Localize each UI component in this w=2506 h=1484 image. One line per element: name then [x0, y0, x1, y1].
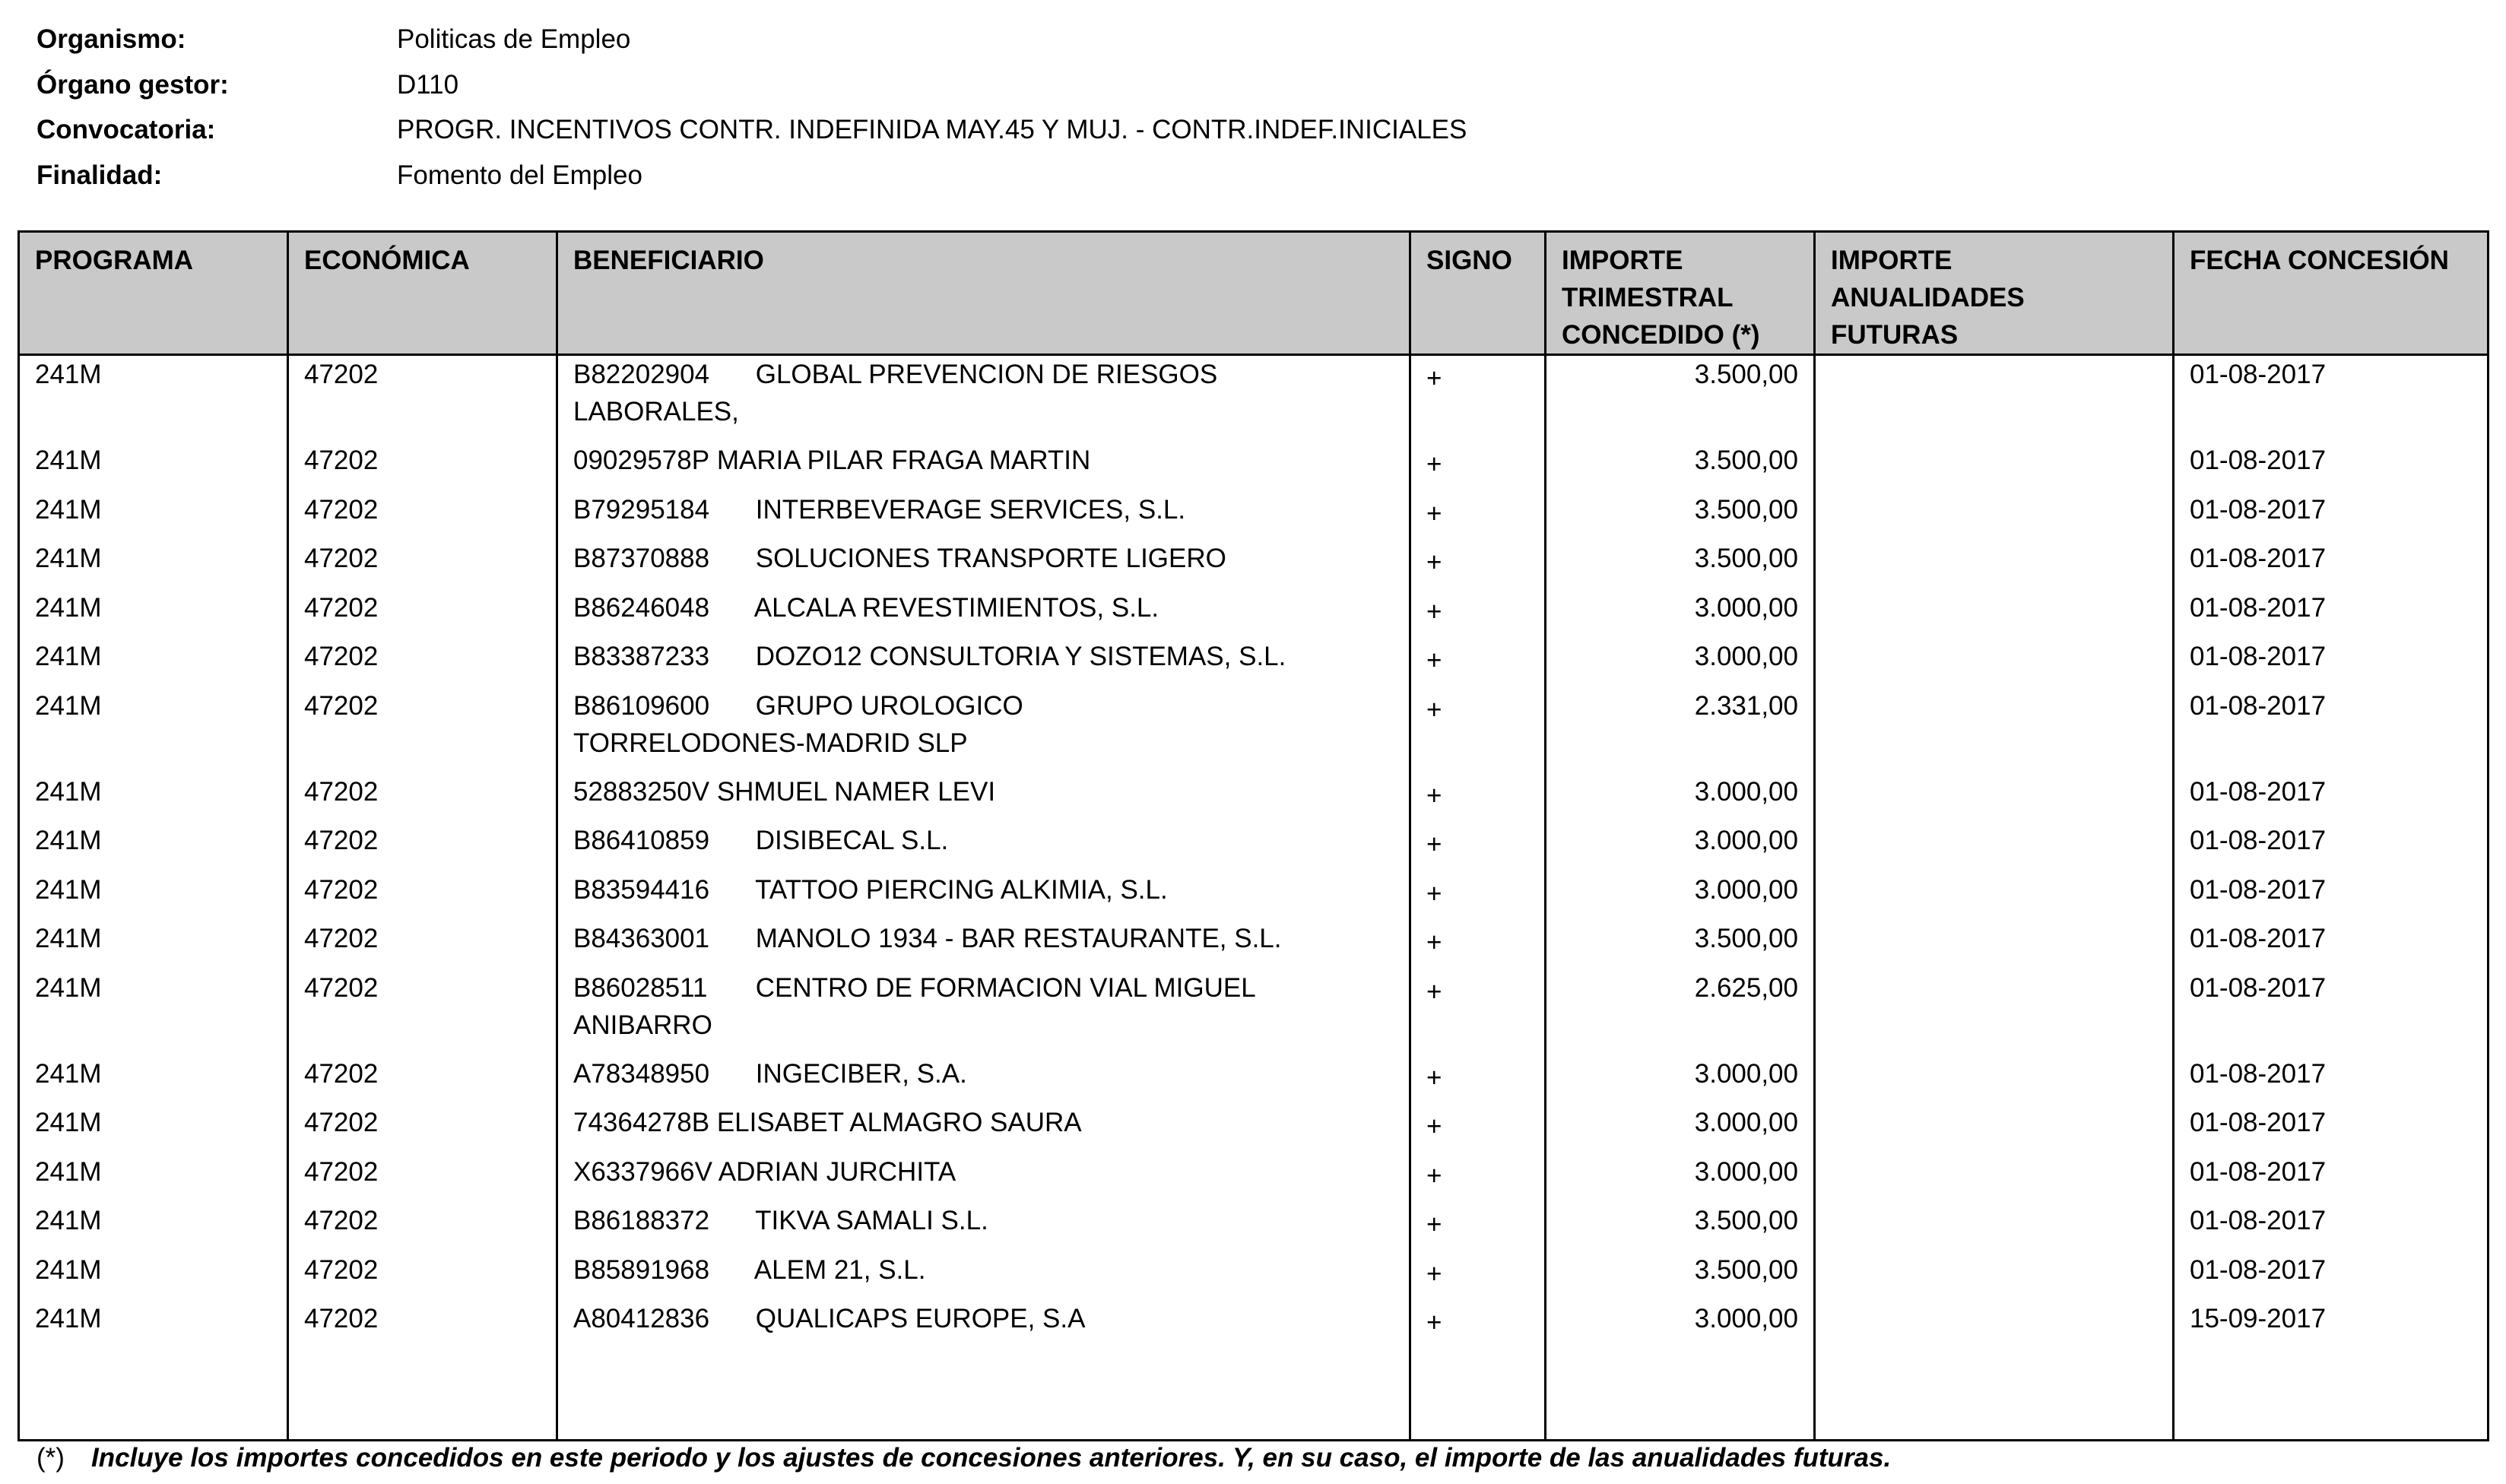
empty-cell	[1815, 1349, 2174, 1441]
cell-programa: 241M	[19, 1055, 288, 1105]
empty-cell	[2174, 1349, 2489, 1441]
cell-economica: 47202	[288, 1055, 557, 1105]
header-value: Politicas de Empleo	[397, 24, 631, 54]
beneficiary-line	[573, 687, 1394, 725]
beneficiary-name: INTERBEVERAGE SERVICES, S.L.	[755, 494, 1186, 525]
cell-anualidades-futuras	[1815, 442, 2174, 491]
cell-programa: 241M	[19, 540, 288, 589]
cell-signo: +	[1410, 1202, 1546, 1251]
beneficiary-name: SHMUEL NAMER LEVI	[716, 776, 996, 807]
header-label: Órgano gestor:	[36, 69, 229, 100]
table-row	[19, 589, 2489, 639]
table-row	[19, 1300, 2489, 1349]
cell-importe-trimestral: 3.000,00	[1546, 773, 1815, 823]
cell-beneficiario	[557, 1300, 1410, 1349]
table-empty-row	[19, 1349, 2489, 1441]
cell-importe-trimestral: 3.000,00	[1546, 1153, 1815, 1203]
cell-programa: 241M	[19, 687, 288, 773]
beneficiary-nif: B86109600	[573, 690, 710, 721]
cell-anualidades-futuras	[1815, 589, 2174, 639]
cell-beneficiario	[557, 442, 1410, 491]
beneficiary-nif: B86246048	[573, 592, 710, 623]
cell-importe-trimestral: 3.000,00	[1546, 638, 1815, 687]
table-row	[19, 773, 2489, 823]
beneficiary-line	[573, 920, 1394, 957]
cell-signo: +	[1410, 638, 1546, 687]
cell-anualidades-futuras	[1815, 355, 2174, 442]
cell-signo: +	[1410, 687, 1546, 773]
column-header-signo: SIGNO	[1410, 232, 1546, 355]
table-row	[19, 638, 2489, 687]
header-value: D110	[397, 69, 459, 100]
cell-fecha-concesion: 01-08-2017	[2174, 871, 2489, 921]
cell-fecha-concesion: 01-08-2017	[2174, 1251, 2489, 1301]
cell-anualidades-futuras	[1815, 1251, 2174, 1301]
cell-economica: 47202	[288, 822, 557, 871]
beneficiary-line	[573, 589, 1394, 626]
cell-beneficiario	[557, 589, 1410, 639]
cell-importe-trimestral: 3.500,00	[1546, 355, 1815, 442]
cell-fecha-concesion: 01-08-2017	[2174, 969, 2489, 1055]
cell-anualidades-futuras	[1815, 969, 2174, 1055]
beneficiary-name: MARIA PILAR FRAGA MARTIN	[716, 446, 1091, 475]
table-row	[19, 822, 2489, 871]
cell-programa: 241M	[19, 822, 288, 871]
cell-signo: +	[1410, 589, 1546, 639]
cell-importe-trimestral: 3.500,00	[1546, 920, 1815, 969]
beneficiary-nif: A80412836	[573, 1304, 710, 1333]
cell-beneficiario	[557, 1202, 1410, 1251]
column-header-programa: PROGRAMA	[19, 232, 288, 355]
cell-fecha-concesion: 01-08-2017	[2174, 1055, 2489, 1105]
cell-anualidades-futuras	[1815, 871, 2174, 921]
cell-beneficiario	[557, 920, 1410, 969]
cell-economica: 47202	[288, 920, 557, 969]
cell-fecha-concesion: 01-08-2017	[2174, 687, 2489, 773]
cell-anualidades-futuras	[1815, 638, 2174, 687]
beneficiary-nif: B86188372	[573, 1206, 710, 1235]
cell-signo: +	[1410, 1153, 1546, 1203]
table-row	[19, 687, 2489, 773]
cell-programa: 241M	[19, 638, 288, 687]
cell-programa: 241M	[19, 871, 288, 921]
cell-anualidades-futuras	[1815, 491, 2174, 541]
cell-anualidades-futuras	[1815, 920, 2174, 969]
cell-beneficiario	[557, 355, 1410, 442]
cell-beneficiario	[557, 491, 1410, 541]
empty-cell	[288, 1349, 557, 1441]
cell-beneficiario	[557, 1153, 1410, 1203]
cell-economica: 47202	[288, 355, 557, 442]
beneficiary-name: ADRIAN JURCHITA	[718, 1156, 956, 1187]
cell-economica: 47202	[288, 638, 557, 687]
column-header-importe-trimestral	[1546, 232, 1815, 355]
cell-signo: +	[1410, 1251, 1546, 1301]
beneficiary-name: ELISABET ALMAGRO SAURA	[716, 1108, 1082, 1137]
header-value: PROGR. INCENTIVOS CONTR. INDEFINIDA MAY.45 Y MUJ. - CONTR.INDEF.INICIALES	[397, 115, 1467, 144]
cell-importe-trimestral: 2.331,00	[1546, 687, 1815, 773]
cell-beneficiario	[557, 1055, 1410, 1105]
beneficiary-name: INGECIBER, S.A.	[755, 1058, 967, 1089]
cell-signo: +	[1410, 969, 1546, 1055]
cell-signo: +	[1410, 822, 1546, 871]
header-line: ANUALIDADES	[1831, 283, 2025, 312]
cell-beneficiario	[557, 822, 1410, 871]
table-row	[19, 491, 2489, 541]
beneficiary-line	[573, 969, 1394, 1007]
cell-programa: 241M	[19, 589, 288, 639]
column-header-economica: ECONÓMICA	[288, 232, 557, 355]
cell-signo: +	[1410, 1104, 1546, 1153]
cell-programa: 241M	[19, 355, 288, 442]
cell-signo: +	[1410, 355, 1546, 442]
cell-economica: 47202	[288, 540, 557, 589]
cell-economica: 47202	[288, 687, 557, 773]
cell-importe-trimestral: 3.000,00	[1546, 871, 1815, 921]
cell-fecha-concesion: 01-08-2017	[2174, 638, 2489, 687]
beneficiary-line	[573, 356, 1394, 393]
beneficiary-name: MANOLO 1934 - BAR RESTAURANTE, S.L.	[755, 924, 1282, 953]
header-label: Convocatoria:	[36, 115, 216, 144]
column-header-fecha-concesion: FECHA CONCESIÓN	[2174, 232, 2489, 355]
cell-beneficiario	[557, 871, 1410, 921]
header-line: IMPORTE	[1831, 246, 1952, 275]
cell-programa: 241M	[19, 1251, 288, 1301]
cell-beneficiario	[557, 773, 1410, 823]
cell-signo: +	[1410, 442, 1546, 491]
beneficiary-line	[573, 1153, 1394, 1191]
cell-economica: 47202	[288, 589, 557, 639]
cell-fecha-concesion: 01-08-2017	[2174, 822, 2489, 871]
beneficiary-name: DOZO12 CONSULTORIA Y SISTEMAS, S.L.	[755, 642, 1286, 671]
beneficiary-nif: B85891968	[573, 1254, 710, 1285]
beneficiary-name: TATTOO PIERCING ALKIMIA, S.L.	[755, 874, 1168, 905]
cell-fecha-concesion: 01-08-2017	[2174, 540, 2489, 589]
cell-fecha-concesion: 01-08-2017	[2174, 442, 2489, 491]
cell-economica: 47202	[288, 1153, 557, 1203]
cell-programa: 241M	[19, 442, 288, 491]
cell-economica: 47202	[288, 1251, 557, 1301]
cell-programa: 241M	[19, 491, 288, 541]
cell-importe-trimestral: 3.000,00	[1546, 1300, 1815, 1349]
beneficiary-name-continued: TORRELODONES-MADRID SLP	[573, 728, 968, 758]
table-row	[19, 920, 2489, 969]
cell-fecha-concesion: 01-08-2017	[2174, 920, 2489, 969]
column-header-beneficiario: BENEFICIARIO	[557, 232, 1410, 355]
grants-table	[17, 230, 2489, 1441]
beneficiary-nif: A78348950	[573, 1058, 710, 1089]
cell-programa: 241M	[19, 969, 288, 1055]
beneficiary-nif: B87370888	[573, 544, 710, 573]
beneficiary-name-continued: ANIBARRO	[573, 1010, 712, 1040]
table-row	[19, 355, 2489, 442]
beneficiary-nif: B86410859	[573, 826, 710, 855]
empty-cell	[1546, 1349, 1815, 1441]
cell-fecha-concesion: 01-08-2017	[2174, 491, 2489, 541]
cell-programa: 241M	[19, 1202, 288, 1251]
cell-economica: 47202	[288, 1300, 557, 1349]
cell-economica: 47202	[288, 1202, 557, 1251]
beneficiary-line	[573, 773, 1394, 810]
cell-beneficiario	[557, 687, 1410, 773]
beneficiary-nif: X6337966V	[573, 1156, 712, 1187]
beneficiary-name: QUALICAPS EUROPE, S.A	[755, 1304, 1086, 1333]
cell-beneficiario	[557, 969, 1410, 1055]
beneficiary-line	[573, 1202, 1394, 1239]
cell-importe-trimestral: 3.500,00	[1546, 442, 1815, 491]
beneficiary-name: GLOBAL PREVENCION DE RIESGOS	[755, 360, 1218, 389]
cell-signo: +	[1410, 1055, 1546, 1105]
table-row	[19, 1153, 2489, 1203]
header-line: CONCEDIDO (*)	[1562, 320, 1760, 350]
beneficiary-line	[573, 491, 1394, 528]
beneficiary-line	[573, 1055, 1394, 1092]
cell-fecha-concesion: 01-08-2017	[2174, 355, 2489, 442]
cell-economica: 47202	[288, 969, 557, 1055]
beneficiary-nif: 52883250V	[573, 776, 710, 807]
beneficiary-name-continued: LABORALES,	[573, 397, 739, 426]
cell-economica: 47202	[288, 1104, 557, 1153]
beneficiary-nif: B82202904	[573, 360, 710, 389]
cell-signo: +	[1410, 773, 1546, 823]
cell-signo: +	[1410, 920, 1546, 969]
beneficiary-line	[573, 871, 1394, 908]
cell-economica: 47202	[288, 442, 557, 491]
cell-fecha-concesion: 15-09-2017	[2174, 1300, 2489, 1349]
beneficiary-nif: B83387233	[573, 642, 710, 671]
cell-programa: 241M	[19, 1104, 288, 1153]
header-line: IMPORTE	[1562, 246, 1683, 275]
cell-fecha-concesion: 01-08-2017	[2174, 589, 2489, 639]
beneficiary-nif: B79295184	[573, 494, 710, 525]
cell-programa: 241M	[19, 1300, 288, 1349]
cell-anualidades-futuras	[1815, 822, 2174, 871]
cell-fecha-concesion: 01-08-2017	[2174, 1153, 2489, 1203]
cell-anualidades-futuras	[1815, 1202, 2174, 1251]
header-value: Fomento del Empleo	[397, 160, 642, 190]
table-body	[19, 355, 2489, 1441]
cell-programa: 241M	[19, 1153, 288, 1203]
cell-beneficiario	[557, 638, 1410, 687]
cell-economica: 47202	[288, 491, 557, 541]
cell-anualidades-futuras	[1815, 1055, 2174, 1105]
cell-importe-trimestral: 3.000,00	[1546, 589, 1815, 639]
cell-beneficiario	[557, 540, 1410, 589]
cell-beneficiario	[557, 1251, 1410, 1301]
beneficiary-line	[573, 822, 1394, 859]
beneficiary-name: CENTRO DE FORMACION VIAL MIGUEL	[755, 972, 1256, 1003]
cell-anualidades-futuras	[1815, 687, 2174, 773]
cell-importe-trimestral: 2.625,00	[1546, 969, 1815, 1055]
cell-importe-trimestral: 3.000,00	[1546, 822, 1815, 871]
cell-signo: +	[1410, 1300, 1546, 1349]
header-label: Finalidad:	[36, 160, 163, 190]
header-line: TRIMESTRAL	[1562, 283, 1734, 312]
table-row	[19, 969, 2489, 1055]
beneficiary-name: TIKVA SAMALI S.L.	[755, 1206, 988, 1235]
beneficiary-line	[573, 442, 1394, 479]
cell-importe-trimestral: 3.000,00	[1546, 1055, 1815, 1105]
cell-economica: 47202	[288, 773, 557, 823]
table-row	[19, 442, 2489, 491]
beneficiary-line	[573, 1251, 1394, 1289]
cell-importe-trimestral: 3.500,00	[1546, 1202, 1815, 1251]
cell-anualidades-futuras	[1815, 1104, 2174, 1153]
beneficiary-nif: B83594416	[573, 874, 710, 905]
beneficiary-name: DISIBECAL S.L.	[755, 826, 949, 855]
cell-signo: +	[1410, 540, 1546, 589]
footnote-mark: (*)	[36, 1443, 65, 1473]
cell-anualidades-futuras	[1815, 540, 2174, 589]
table-header-row	[19, 232, 2489, 355]
table-row	[19, 1202, 2489, 1251]
cell-fecha-concesion: 01-08-2017	[2174, 1104, 2489, 1153]
beneficiary-name: GRUPO UROLOGICO	[755, 690, 1023, 721]
beneficiary-nif: B84363001	[573, 924, 710, 953]
beneficiary-line	[573, 540, 1394, 577]
beneficiary-name: SOLUCIONES TRANSPORTE LIGERO	[755, 544, 1226, 573]
cell-programa: 241M	[19, 920, 288, 969]
empty-cell	[1410, 1349, 1546, 1441]
cell-importe-trimestral: 3.500,00	[1546, 540, 1815, 589]
cell-programa: 241M	[19, 773, 288, 823]
cell-fecha-concesion: 01-08-2017	[2174, 1202, 2489, 1251]
cell-beneficiario	[557, 1104, 1410, 1153]
cell-anualidades-futuras	[1815, 1300, 2174, 1349]
table-row	[19, 540, 2489, 589]
cell-fecha-concesion: 01-08-2017	[2174, 773, 2489, 823]
footnote	[36, 1443, 1891, 1473]
beneficiary-line	[573, 1104, 1394, 1141]
empty-cell	[19, 1349, 288, 1441]
cell-importe-trimestral: 3.000,00	[1546, 1104, 1815, 1153]
cell-signo: +	[1410, 491, 1546, 541]
table-row	[19, 1055, 2489, 1105]
cell-importe-trimestral: 3.500,00	[1546, 1251, 1815, 1301]
empty-cell	[557, 1349, 1410, 1441]
header-line: FUTURAS	[1831, 320, 1959, 350]
beneficiary-nif: 09029578P	[573, 446, 710, 475]
cell-economica: 47202	[288, 871, 557, 921]
beneficiary-name: ALEM 21, S.L.	[753, 1254, 926, 1285]
header-label: Organismo:	[36, 24, 186, 54]
beneficiary-line	[573, 1300, 1394, 1337]
footnote-text: Incluye los importes concedidos en este periodo y los ajustes de concesiones anteriores. Y, en su caso, el importe de las anualidades futuras.	[91, 1443, 1892, 1473]
cell-signo: +	[1410, 871, 1546, 921]
column-header-anualidades-futuras	[1815, 232, 2174, 355]
table-row	[19, 1104, 2489, 1153]
beneficiary-line	[573, 638, 1394, 675]
cell-importe-trimestral: 3.500,00	[1546, 491, 1815, 541]
beneficiary-nif: 74364278B	[573, 1108, 710, 1137]
table-row	[19, 1251, 2489, 1301]
cell-anualidades-futuras	[1815, 1153, 2174, 1203]
cell-anualidades-futuras	[1815, 773, 2174, 823]
beneficiary-nif: B86028511	[573, 972, 708, 1003]
beneficiary-name: ALCALA REVESTIMIENTOS, S.L.	[753, 592, 1159, 623]
table-row	[19, 871, 2489, 921]
